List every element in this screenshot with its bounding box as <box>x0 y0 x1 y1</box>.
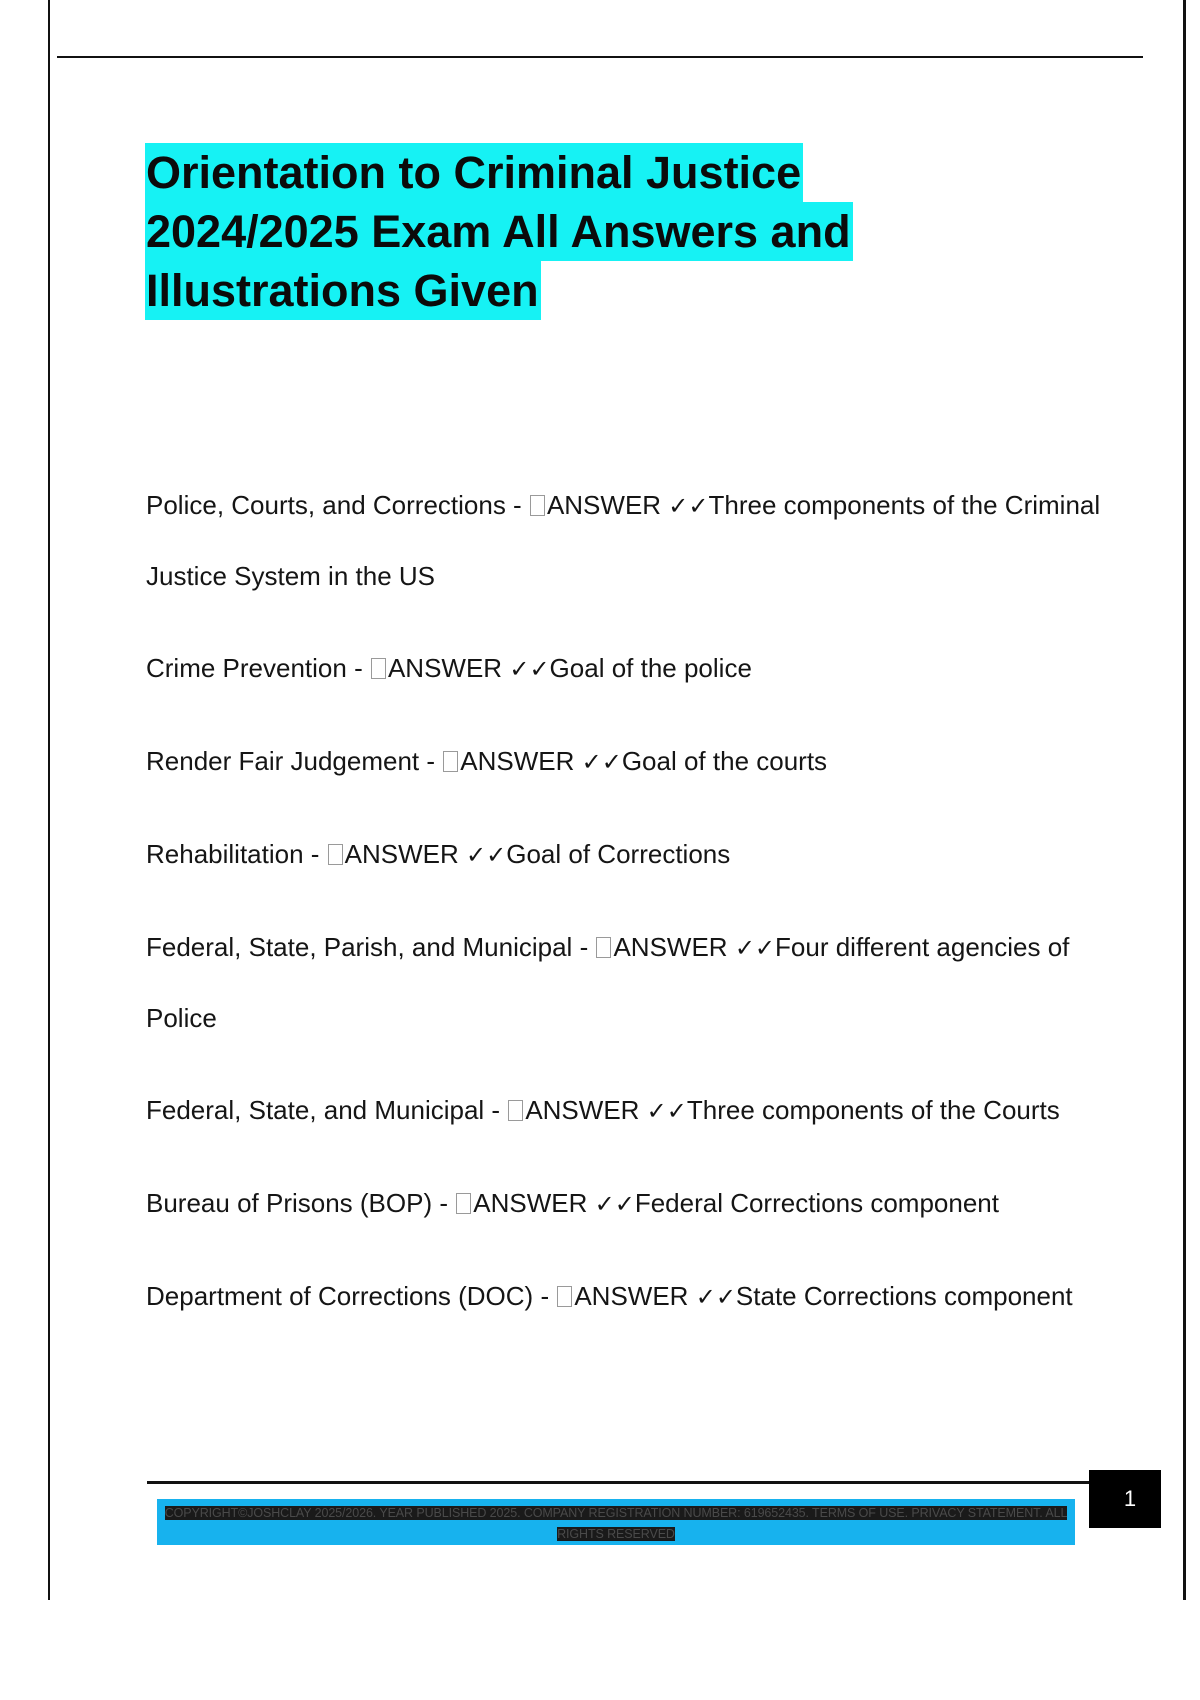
answer-marker: ANSWER <box>574 1281 689 1311</box>
missing-glyph-box-icon <box>443 751 458 772</box>
page-border-left <box>48 0 50 1600</box>
qa-item <box>146 912 1106 1053</box>
double-check-icon: ✓✓ <box>734 934 776 962</box>
qa-item <box>146 819 1106 890</box>
double-check-icon: ✓✓ <box>695 1283 736 1311</box>
answer-marker: ANSWER <box>613 932 728 962</box>
qa-term: Bureau of Prisons (BOP) <box>146 1188 433 1218</box>
qa-definition: Four different agencies of Police <box>146 932 1070 1033</box>
double-check-icon: ✓✓ <box>668 492 709 520</box>
qa-item <box>146 726 1106 797</box>
missing-glyph-box-icon <box>371 658 386 679</box>
footer-rule <box>147 1481 1089 1484</box>
qa-separator: - <box>432 1188 456 1218</box>
qa-definition: Goal of the police <box>549 653 752 683</box>
qa-definition: Three components of the Courts <box>686 1095 1060 1125</box>
header-rule <box>57 56 1143 58</box>
qa-definition: Federal Corrections component <box>634 1188 999 1218</box>
qa-item <box>146 1261 1106 1332</box>
missing-glyph-box-icon <box>328 844 343 865</box>
qa-definition: Goal of the courts <box>621 746 828 776</box>
double-check-icon: ✓✓ <box>466 841 507 869</box>
double-check-icon: ✓✓ <box>646 1097 687 1125</box>
qa-term: Crime Prevention <box>146 653 347 683</box>
answer-marker: ANSWER <box>344 839 459 869</box>
qa-term: Police, Courts, and Corrections <box>146 490 506 520</box>
double-check-icon: ✓✓ <box>581 748 622 776</box>
answer-marker: ANSWER <box>460 746 575 776</box>
double-check-icon: ✓✓ <box>594 1190 635 1218</box>
footer-copyright-text: COPYRIGHT©JOSHCLAY 2025/2026. YEAR PUBLISHED 2025. COMPANY REGISTRATION NUMBER: 619652435. TERMS OF USE. PRIVACY STATEMENT. ALL RIGHTS RESERVED <box>164 1506 1068 1541</box>
qa-definition: Three components of the Criminal Justice System in the US <box>146 490 1101 591</box>
page-border-right <box>1183 0 1186 1600</box>
qa-term: Render Fair Judgement <box>146 746 420 776</box>
missing-glyph-box-icon <box>557 1286 572 1307</box>
answer-marker: ANSWER <box>473 1188 588 1218</box>
qa-separator: - <box>346 653 370 683</box>
qa-item <box>146 1168 1106 1239</box>
title-line-2: 2024/2025 Exam All Answers and <box>145 202 853 261</box>
qa-separator: - <box>572 932 596 962</box>
qa-item <box>146 633 1106 704</box>
question-answer-list <box>146 470 1106 1354</box>
qa-item <box>146 470 1106 611</box>
document-title <box>145 143 1045 320</box>
qa-definition: Goal of Corrections <box>506 839 731 869</box>
qa-item <box>146 1075 1106 1146</box>
qa-separator: - <box>505 490 529 520</box>
double-check-icon: ✓✓ <box>509 655 550 683</box>
qa-definition: State Corrections component <box>735 1281 1073 1311</box>
page-number: 1 <box>1089 1470 1161 1528</box>
qa-separator: - <box>533 1281 557 1311</box>
qa-term: Rehabilitation <box>146 839 304 869</box>
qa-separator: - <box>419 746 443 776</box>
answer-marker: ANSWER <box>387 653 503 683</box>
missing-glyph-box-icon <box>456 1193 471 1214</box>
missing-glyph-box-icon <box>530 495 545 516</box>
title-line-3: Illustrations Given <box>145 261 541 320</box>
answer-marker: ANSWER <box>525 1095 640 1125</box>
qa-term: Federal, State, Parish, and Municipal <box>146 932 573 962</box>
missing-glyph-box-icon <box>596 937 611 958</box>
title-line-1: Orientation to Criminal Justice <box>145 143 803 202</box>
answer-marker: ANSWER <box>546 490 662 520</box>
qa-term: Federal, State, and Municipal <box>146 1095 485 1125</box>
qa-term: Department of Corrections (DOC) <box>146 1281 534 1311</box>
footer-copyright-band <box>157 1499 1075 1545</box>
qa-separator: - <box>484 1095 508 1125</box>
qa-separator: - <box>303 839 327 869</box>
missing-glyph-box-icon <box>508 1100 523 1121</box>
